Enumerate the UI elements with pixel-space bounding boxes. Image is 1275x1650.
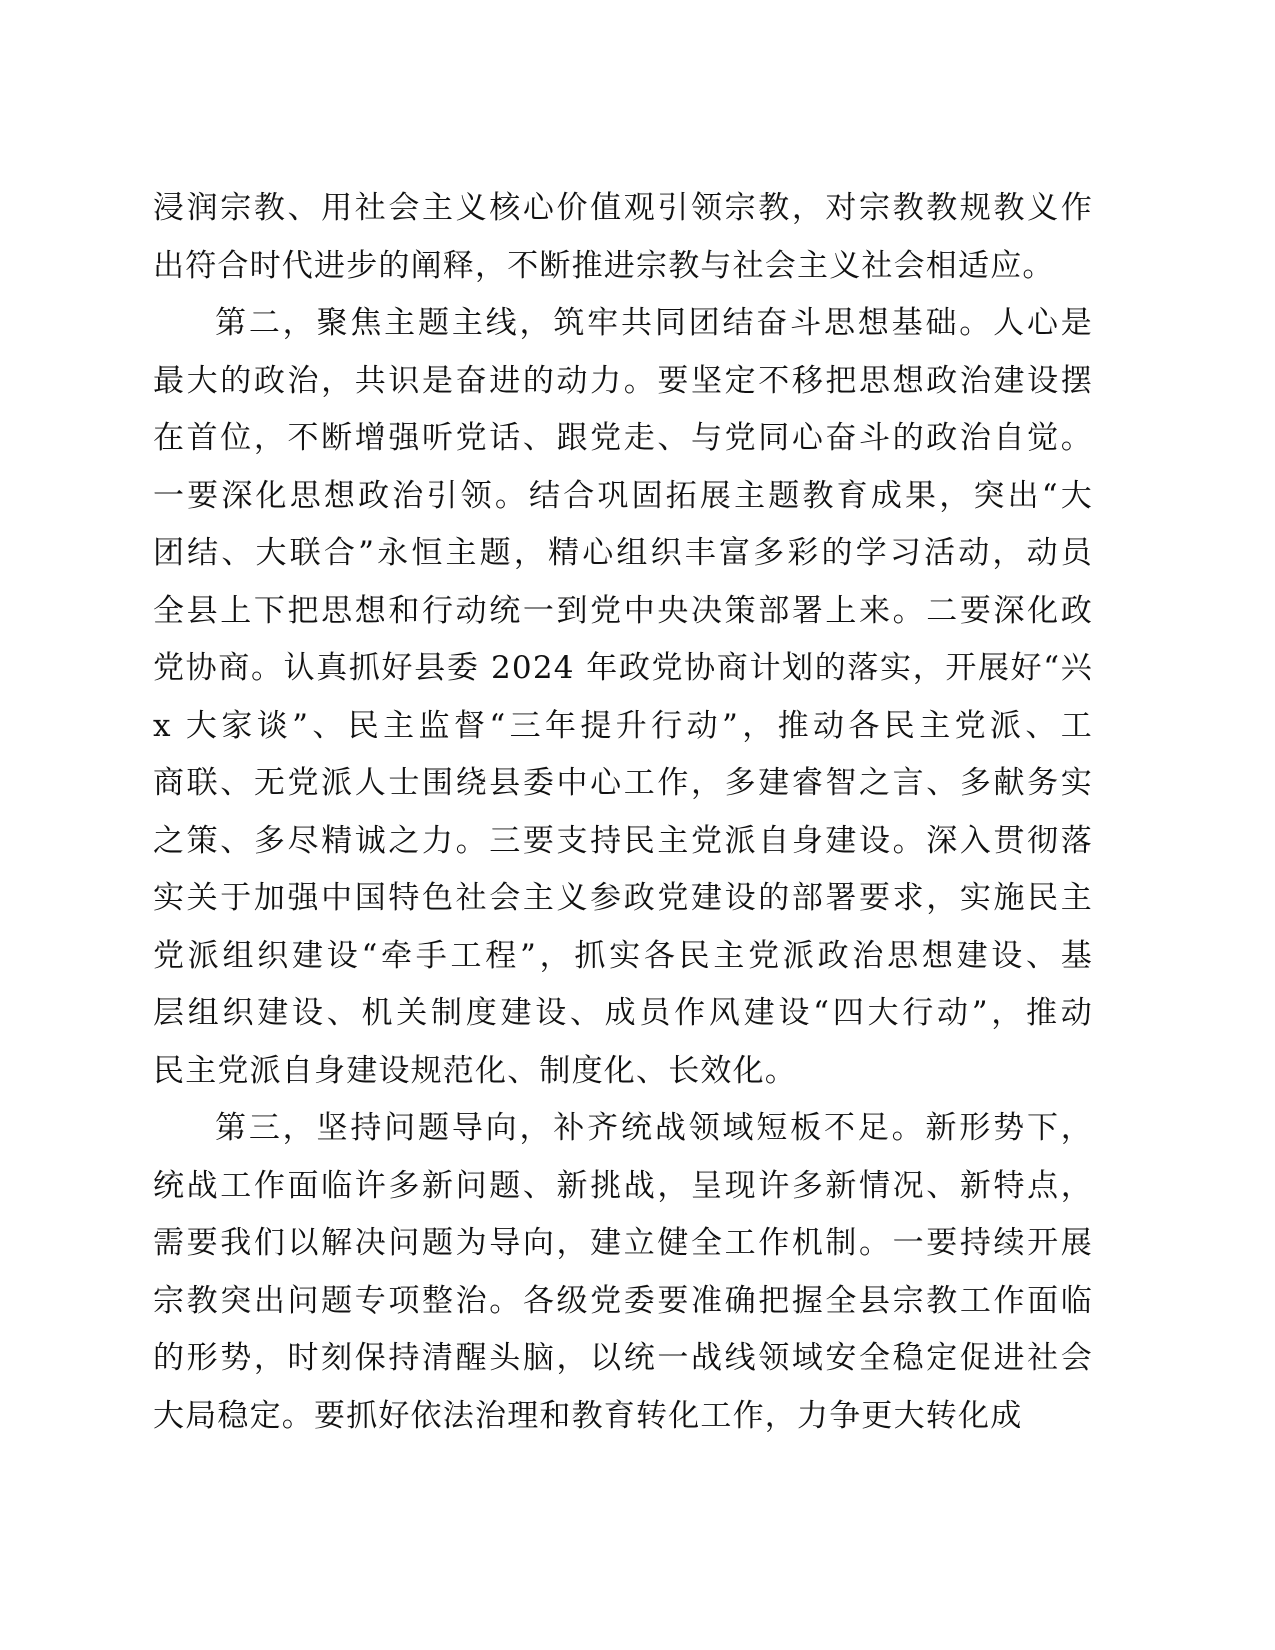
text-line-9: 党协商。认真抓好县委 2024 年政党协商计划的落实，开展好“兴 xyxy=(153,650,1093,686)
text-line-18: 统战工作面临许多新问题、新挑战，呈现许多新情况、新特点， xyxy=(153,1167,1093,1204)
text-line-17: 第三，坚持问题导向，补齐统战领域短板不足。新形势下， xyxy=(215,1110,1093,1146)
text-line-5: 在首位，不断增强听党话、跟党走、与党同心奋斗的政治自觉。 xyxy=(153,420,1093,456)
text-line-3: 第二，聚焦主题主线，筑牢共同团结奋斗思想基础。人心是 xyxy=(215,305,1093,341)
text-line-11: 商联、无党派人士围绕县委中心工作，多建睿智之言、多献务实 xyxy=(153,765,1093,801)
text-line-2: 出符合时代进步的阐释，不断推进宗教与社会主义社会相适应。 xyxy=(153,247,1055,284)
text-line-7: 团结、大联合”永恒主题，精心组织丰富多彩的学习活动，动员 xyxy=(153,535,1093,571)
text-line-22: 大局稳定。要抓好依法治理和教育转化工作，力争更大转化成 xyxy=(153,1397,1023,1434)
text-line-15: 层组织建设、机关制度建设、成员作风建设“四大行动”，推动 xyxy=(153,995,1093,1031)
text-line-16: 民主党派自身建设规范化、制度化、长效化。 xyxy=(153,1052,797,1089)
document-body xyxy=(153,180,1093,1445)
text-line-20: 宗教突出问题专项整治。各级党委要准确把握全县宗教工作面临 xyxy=(153,1282,1093,1319)
text-line-1: 浸润宗教、用社会主义核心价值观引领宗教，对宗教教规教义作 xyxy=(153,190,1093,226)
text-line-10: x 大家谈”、民主监督“三年提升行动”，推动各民主党派、工 xyxy=(153,707,1093,744)
text-line-4: 最大的政治，共识是奋进的动力。要坚定不移把思想政治建设摆 xyxy=(153,362,1093,399)
text-line-8: 全县上下把思想和行动统一到党中央决策部署上来。二要深化政 xyxy=(153,592,1093,629)
text-line-13: 实关于加强中国特色社会主义参政党建设的部署要求，实施民主 xyxy=(153,880,1093,916)
text-line-19: 需要我们以解决问题为导向，建立健全工作机制。一要持续开展 xyxy=(153,1225,1093,1261)
text-line-12: 之策、多尽精诚之力。三要支持民主党派自身建设。深入贯彻落 xyxy=(153,822,1093,859)
text-line-14: 党派组织建设“牵手工程”，抓实各民主党派政治思想建设、基 xyxy=(153,937,1093,974)
text-line-6: 一要深化思想政治引领。结合巩固拓展主题教育成果，突出“大 xyxy=(153,477,1093,514)
text-line-21: 的形势，时刻保持清醒头脑，以统一战线领域安全稳定促进社会 xyxy=(153,1340,1093,1376)
